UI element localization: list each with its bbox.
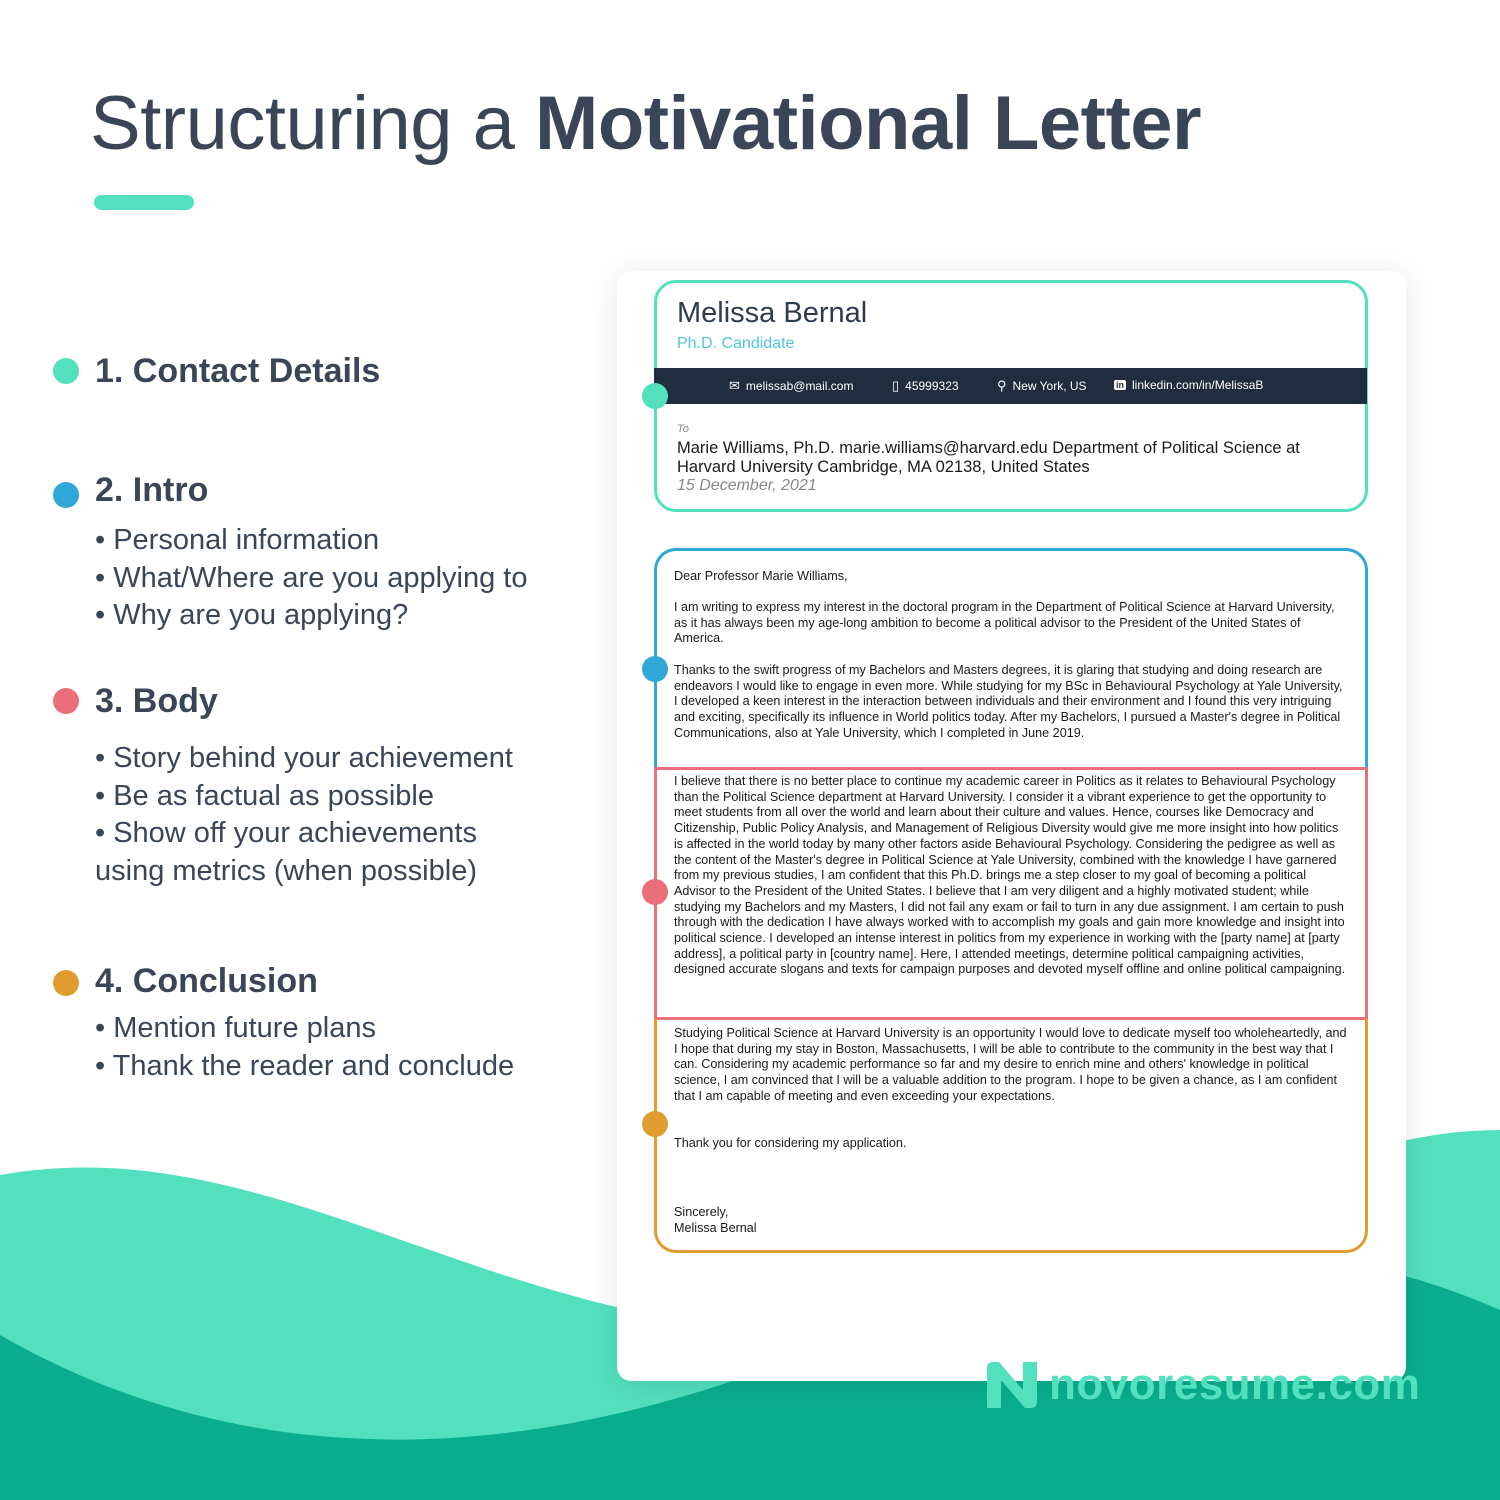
- contact-location: [997, 378, 1087, 394]
- intro-paragraph: I am writing to express my interest in the doctoral program in the Department of Political Science at Harvard University, as it has always been my age-long ambition to become a political advisor to the President of the United States of America.: [674, 600, 1335, 646]
- red-marker-icon: [642, 879, 668, 905]
- blue-dot-icon: [53, 482, 79, 508]
- location-text: New York, US: [1012, 379, 1087, 393]
- section-heading: 4. Conclusion: [95, 962, 318, 1000]
- contact-linkedin: [1114, 378, 1263, 392]
- orange-dot-icon: [53, 970, 79, 996]
- bullet-item: • Thank the reader and conclude: [95, 1049, 515, 1082]
- section-heading: 3. Body: [95, 682, 218, 720]
- contact-box: [654, 280, 1368, 512]
- bullet-item: • What/Where are you applying to: [95, 561, 528, 594]
- linkedin-text: linkedin.com/in/MelissaB: [1132, 378, 1264, 392]
- location-pin-icon: ⚲: [997, 378, 1007, 393]
- section-heading: 1. Contact Details: [95, 352, 381, 390]
- teal-dot-icon: [53, 358, 79, 384]
- contact-email: [729, 378, 853, 394]
- email-text: melissab@mail.com: [745, 379, 854, 393]
- applicant-role: Ph.D. Candidate: [677, 335, 795, 352]
- bullet-item: using metrics (when possible): [95, 854, 477, 887]
- contact-phone: [892, 378, 959, 394]
- title-light: Structuring a: [90, 81, 515, 166]
- bullet-list: [95, 740, 595, 890]
- page-title: [90, 80, 1201, 167]
- to-label: To: [677, 423, 689, 435]
- bullet-item: • Why are you applying?: [95, 599, 409, 631]
- thank-you-line: Thank you for considering my application.: [674, 1136, 907, 1150]
- greeting: Dear Professor Marie Williams,: [674, 569, 848, 583]
- signature: Melissa Bernal: [674, 1221, 757, 1235]
- applicant-name: Melissa Bernal: [677, 297, 868, 329]
- red-dot-icon: [53, 688, 79, 714]
- title-bold: Motivational Letter: [535, 81, 1202, 166]
- novoresume-n-logo-icon: [985, 1360, 1039, 1410]
- bullet-list: [95, 522, 595, 635]
- letter-date: 15 December, 2021: [677, 477, 817, 494]
- linkedin-icon: in: [1116, 380, 1124, 390]
- phone-text: 45999323: [905, 379, 959, 393]
- envelope-icon: ✉: [729, 378, 740, 393]
- body-paragraph: I believe that there is no better place to continue my academic career in Politics as it relates to Behavioural Psychology than the Political Science department at Harvard University. I consider it a vibrant experience to get the opportunity to meet students from all over the world and learn about their culture and values. Hence, courses like Democracy and Citizenship, Public Policy Analysis, and Management of Religious Diversity would give me more insight into how politics is affected in the world today by many other factors aside Behavioural Psychology. Considering the pedigree as well as the content of the Master's degree in Political Science at Yale University, combined with the knowledge I have garnered from my previous studies, I am confident that this Ph.D. brings me a step closer to my goal of becoming a political Advisor to the President of the United States. I believe that I am very diligent and a highly motivated student; while studying my Bachelors and my Masters, I did not fail any exam or fail to turn in any due assignment. I am certain to push through with the dedication I have always worked with to accomplish my goals and gain more knowledge and insight into political science. I developed an intense interest in politics from my experience in working with the [party name] at [party address], a political party in [country name]. Here, I attended meetings, determine political campaigning activities, designed accurate slogans and texts for campaign purposes and devoted myself offline and online political campaigning.: [674, 774, 1346, 977]
- bullet-item: • Be as factual as possible: [95, 779, 435, 812]
- letter-card: [617, 271, 1406, 1381]
- bullet-list: [95, 1010, 595, 1085]
- recipient-address: Marie Williams, Ph.D. marie.williams@harvard.edu Department of Political Science at Harvard University Cambridge, MA 02138, United States: [677, 439, 1300, 476]
- bullet-item: • Show off your achievements: [95, 817, 477, 849]
- contact-bar: [654, 368, 1367, 404]
- teal-marker-icon: [642, 383, 668, 409]
- title-underline: [94, 195, 194, 210]
- intro-paragraph: Thanks to the swift progress of my Bachelors and Masters degrees, it is glaring that studying and doing research are endeavors I would like to engage in even more. While studying for my BSc in Behavioural Psychology at Yale University, I developed a keen interest in the interaction between individuals and their environment and I found this very intriguing and exciting, specifically its influence in World politics today. After my Bachelors, I pursued a Master's degree in Political Communications, also at Yale University, which I completed in June 2019.: [674, 663, 1343, 740]
- brand-logo: [985, 1360, 1420, 1410]
- brand-text: novoresume.com: [1049, 1360, 1421, 1409]
- closing: Sincerely,: [674, 1205, 729, 1219]
- conclusion-paragraph: Studying Political Science at Harvard University is an opportunity I would love to dedicate myself too wholeheartedly, and I hope that during my stay in Boston, Massachusetts, I will be able to contribute to the community in the best way that I can. Considering my academic performance so far and my desire to enrich mine and others' knowledge in political science, I am convinced that I will be a valuable addition to the program. I hope to be given a chance, as I am confident that I am capable of meeting and even exceeding your expectations.: [674, 1026, 1347, 1103]
- letter-body-box: [654, 548, 1368, 1253]
- bullet-item: • Mention future plans: [95, 1012, 376, 1044]
- bullet-item: • Personal information: [95, 524, 380, 556]
- blue-marker-icon: [642, 656, 668, 682]
- phone-icon: ▯: [892, 378, 900, 393]
- bullet-item: • Story behind your achievement: [95, 742, 513, 774]
- section-heading: 2. Intro: [95, 471, 209, 509]
- orange-marker-icon: [642, 1111, 668, 1137]
